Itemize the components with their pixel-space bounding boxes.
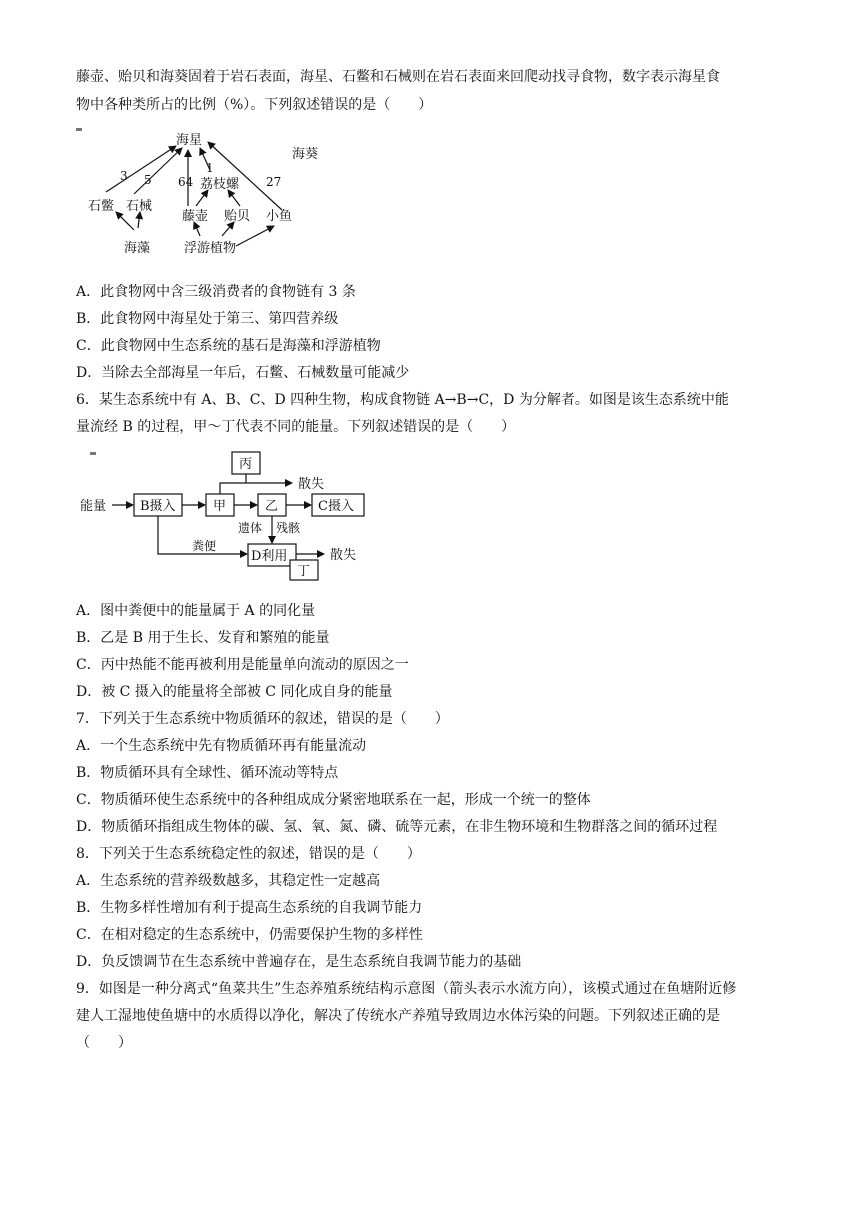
q5-option-a: A．此食物网中含三级消费者的食物链有 3 条 xyxy=(76,284,356,300)
web-barnacle: 藤壶 xyxy=(182,209,209,224)
arrow-plankton-smallfish xyxy=(236,226,274,246)
flow-residue: 残骸 xyxy=(276,521,301,535)
arrow-chiton-starfish xyxy=(106,146,176,192)
q6-option-d: D．被 C 摄入的能量将全部被 C 同化成自身的能量 xyxy=(76,684,393,700)
web-mussel: 贻贝 xyxy=(224,209,251,224)
web-anemone: 海葵 xyxy=(292,147,319,162)
q6-option-b: B．乙是 B 用于生长、发育和繁殖的能量 xyxy=(76,630,330,646)
web-small-fish: 小鱼 xyxy=(266,209,293,224)
flow-scatter-2: 散失 xyxy=(330,548,357,563)
flow-energy: 能量 xyxy=(80,499,107,514)
q9-stem-line1: 9．如图是一种分离式“鱼菜共生”生态养殖系统结构示意图（箭头表示水流方向），该模式通过在鱼塘附近修 xyxy=(76,981,737,997)
q8-option-b: B．生物多样性增加有利于提高生态系统的自我调节能力 xyxy=(76,900,423,916)
q6-option-a: A．图中粪便中的能量属于 A 的同化量 xyxy=(76,603,316,619)
arrow-seaweed-chiton xyxy=(116,212,134,230)
flow-yi: 乙 xyxy=(265,499,279,514)
arrow-barnacle-litchi xyxy=(196,190,208,206)
web-litchi-snail: 荔枝螺 xyxy=(200,177,240,192)
flow-c-intake: C摄入 xyxy=(318,499,354,514)
flow-ding: 丁 xyxy=(297,564,311,579)
q9-stem-line3: （ ） xyxy=(76,1035,132,1051)
energy-flow-diagram xyxy=(76,446,396,588)
q7-option-a: A．一个生态系统中先有物质循环再有能量流动 xyxy=(76,738,367,754)
q6-option-c: C．丙中热能不能再被利用是能量单向流动的原因之一 xyxy=(76,657,409,673)
q5-intro-line2: 物中各种类所占的比例（%）。下列叙述错误的是（ ） xyxy=(76,97,433,113)
arrow-plankton-barnacle xyxy=(194,222,200,236)
arrow-shijie-starfish xyxy=(134,148,182,194)
arrow-jia-scatter xyxy=(220,483,292,494)
q5-option-b: B．此食物网中海星处于第三、第四营养级 xyxy=(76,311,339,327)
web-n5: 5 xyxy=(144,173,152,187)
flow-d-use: D利用 xyxy=(251,549,288,564)
web-n27: 27 xyxy=(266,175,282,189)
q6-stem-line2: 量流经 B 的过程，甲～丁代表不同的能量。下列叙述错误的是（ ） xyxy=(76,419,516,435)
q5-intro-line1: 藤壶、贻贝和海葵固着于岩石表面，海星、石鳖和石械则在岩石表面来回爬动找寻食物，数字表示海星食 xyxy=(76,69,720,85)
q7-option-b: B．物质循环具有全球性、循环流动等特点 xyxy=(76,765,339,781)
q9-stem-line2: 建人工湿地使鱼塘中的水质得以净化，解决了传统水产养殖导致周边水体污染的问题。下列叙述正确的是 xyxy=(76,1008,720,1024)
arrow-seaweed-shijie xyxy=(138,212,140,228)
flow-scatter-1: 散失 xyxy=(298,477,325,492)
q8-option-a: A．生态系统的营养级数越多，其稳定性一定越高 xyxy=(76,873,381,889)
flow-remains: 遗体 xyxy=(238,521,263,535)
web-plankton: 浮游植物 xyxy=(184,241,237,256)
web-starfish: 海星 xyxy=(176,133,203,148)
flow-jia: 甲 xyxy=(213,499,227,514)
flow-b-intake: B摄入 xyxy=(140,499,176,514)
web-n64: 64 xyxy=(178,175,194,189)
flow-bing: 丙 xyxy=(239,457,253,472)
q8-stem: 8．下列关于生态系统稳定性的叙述，错误的是（ ） xyxy=(76,846,421,862)
web-seaweed: 海藻 xyxy=(124,241,151,256)
q5-option-c: C．此食物网中生态系统的基石是海藻和浮游植物 xyxy=(76,338,381,354)
web-n1: 1 xyxy=(206,161,214,175)
q8-option-c: C．在相对稳定的生态系统中，仍需要保护生物的多样性 xyxy=(76,927,423,943)
q8-option-d: D．负反馈调节在生态系统中普遍存在，是生态系统自我调节能力的基础 xyxy=(76,954,522,970)
q6-stem-line1: 6．某生态系统中有 A、B、C、D 四种生物，构成食物链 A→B→C，D 为分解者。如图是该生态系统中能 xyxy=(76,392,729,408)
q5-option-d: D．当除去全部海星一年后，石鳖、石械数量可能减少 xyxy=(76,365,410,381)
web-shijie: 石械 xyxy=(126,199,153,214)
q7-option-d: D．物质循环指组成生物体的碳、氢、氧、氮、磷、硫等元素，在非生物环境和生物群落之间的循环过程 xyxy=(76,819,718,835)
arrow-mussel-litchi xyxy=(228,190,240,206)
q7-option-c: C．物质循环使生态系统中的各种组成成分紧密地联系在一起，形成一个统一的整体 xyxy=(76,792,591,808)
web-n3: 3 xyxy=(120,169,128,183)
flow-feces: 粪便 xyxy=(192,539,217,553)
food-web-diagram xyxy=(76,122,346,262)
q7-stem: 7．下列关于生态系统中物质循环的叙述，错误的是（ ） xyxy=(76,711,449,727)
web-chiton: 石鳖 xyxy=(88,199,115,214)
arrow-plankton-mussel xyxy=(222,222,234,236)
